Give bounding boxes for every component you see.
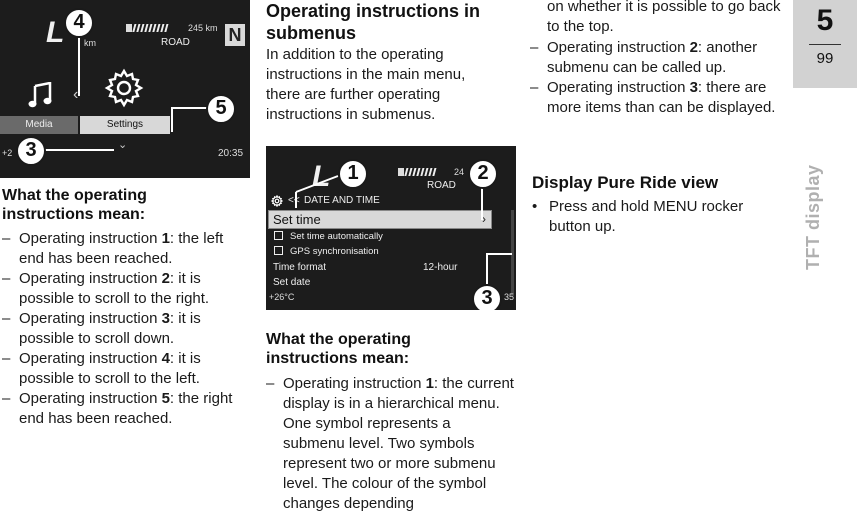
scroll-down-indicator: ⌄ bbox=[118, 139, 128, 151]
chapter-tab bbox=[793, 0, 857, 88]
riding-mode: ROAD bbox=[427, 180, 456, 191]
list-item: – Operating instruction 3: there are more items than can be displayed. bbox=[530, 78, 778, 118]
section-side-label: TFT display bbox=[803, 164, 823, 270]
chapter-number: 5 bbox=[816, 4, 834, 37]
chevron-right-icon: › bbox=[482, 212, 486, 226]
gear-indicator: N bbox=[225, 24, 245, 46]
pure-ride-heading: Display Pure Ride view bbox=[532, 173, 719, 192]
callout-5: 5 bbox=[206, 94, 236, 124]
list-item: – Operating instruction 1: the current display is in a hierarchical menu. One symbol represents a submenu level. Two symbols represent two or more submenu level. The colour of the symbol changes depending bbox=[266, 374, 514, 514]
unit-fragment: km bbox=[84, 38, 96, 48]
menu-row-label: GPS synchronisation bbox=[290, 246, 379, 257]
callout-3: 3 bbox=[16, 136, 46, 166]
odometer: 245 km bbox=[188, 23, 218, 33]
tab-media-label: Media bbox=[25, 119, 53, 130]
menu-row-label: Time format bbox=[273, 262, 326, 273]
main-menu-screen bbox=[0, 0, 250, 178]
scroll-left-indicator: ‹ bbox=[73, 86, 79, 103]
list-item: – Operating instruction 2: another submenu can be called up. bbox=[530, 38, 778, 78]
menu-row-value: 12-hour bbox=[423, 262, 458, 273]
breadcrumb: DATE AND TIME bbox=[304, 195, 380, 206]
intro-paragraph: In addition to the operating instructions in the main menu, there are further operating instructions in submenus. bbox=[266, 46, 466, 123]
list-item: – Operating instruction 3: it is possible to scroll down. bbox=[2, 309, 250, 349]
temperature-fragment: +2 bbox=[2, 148, 13, 158]
page-number: 99 bbox=[816, 50, 834, 67]
clock: 20:35 bbox=[218, 148, 244, 159]
callout-3: 3 bbox=[472, 284, 502, 310]
callout-1: 1 bbox=[338, 159, 368, 189]
list-item: – Operating instruction 4: it is possible to scroll to the left. bbox=[2, 349, 250, 389]
col3-instruction-list bbox=[530, 38, 778, 118]
col2-heading: What the operating instructions mean: bbox=[266, 331, 411, 367]
brand-logo: L bbox=[312, 160, 331, 193]
odometer: 24 bbox=[454, 167, 465, 177]
page-number-rule bbox=[809, 44, 841, 45]
menu-row-label: Set time automatically bbox=[290, 231, 383, 242]
col1-heading: What the operating instructions mean: bbox=[2, 187, 147, 223]
col1-instruction-list bbox=[2, 229, 250, 429]
continued-paragraph: on whether it is possible to go back to the top. bbox=[547, 0, 781, 35]
clock-fragment: 35 bbox=[504, 292, 515, 302]
callout-2: 2 bbox=[468, 159, 498, 189]
pure-ride-steps bbox=[532, 197, 772, 237]
list-item: • Press and hold MENU rocker button up. bbox=[532, 197, 772, 237]
list-item: – Operating instruction 5: the right end has been reached. bbox=[2, 389, 250, 429]
submenu-level-symbol[interactable]: << bbox=[288, 195, 300, 206]
submenu-screen bbox=[266, 146, 516, 310]
list-item: – Operating instruction 2: it is possible to scroll to the right. bbox=[2, 269, 250, 309]
riding-mode: ROAD bbox=[161, 37, 190, 48]
section-title: Operating instructions in submenus bbox=[266, 1, 481, 43]
col2-instruction-list bbox=[266, 374, 514, 514]
menu-row-label: Set time bbox=[273, 212, 321, 227]
menu-row-label: Set date bbox=[273, 277, 311, 288]
callout-4: 4 bbox=[64, 8, 94, 38]
list-item: – Operating instruction 1: the left end has been reached. bbox=[2, 229, 250, 269]
brand-logo: L bbox=[46, 16, 65, 49]
temperature: +26°C bbox=[269, 292, 295, 302]
tab-settings-label: Settings bbox=[106, 119, 144, 130]
